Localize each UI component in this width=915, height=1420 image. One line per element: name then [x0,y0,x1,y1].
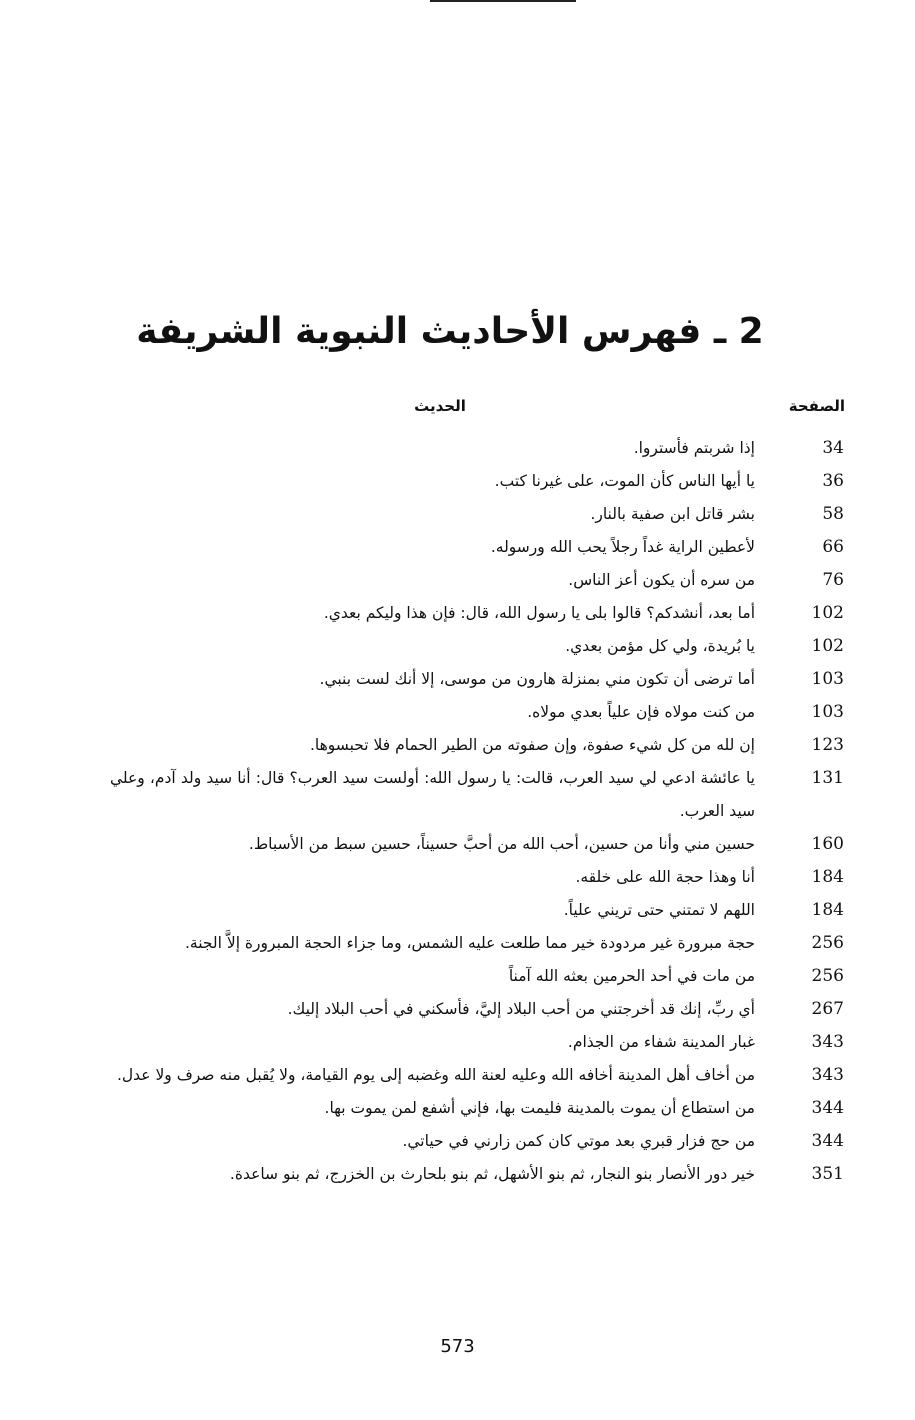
entry-hadith-text: خير دور الأنصار بنو النجار، ثم بنو الأشهل، ثم بنو بلحارث بن الخزرج، ثم بنو ساعدة. [229,1165,755,1183]
hadith-index-list [110,432,850,1191]
index-entry [110,630,850,663]
index-entry [110,696,850,729]
entry-hadith-text: من سره أن يكون أعز الناس. [568,571,755,589]
entry-page-number: 66 [822,537,844,557]
entry-page-number: 34 [822,438,844,458]
index-entry [110,432,850,465]
entry-page-number: 58 [822,504,844,524]
index-entry [110,1092,850,1125]
index-entry [110,531,850,564]
entry-page-number: 184 [811,867,844,887]
entry-page-number: 102 [811,603,844,623]
entry-page-number: 343 [811,1032,844,1052]
entry-hadith-text: يا أيها الناس كأن الموت، على غيرنا كتب. [494,472,755,490]
index-entry [110,564,850,597]
entry-hadith-text: من أخاف أهل المدينة أخافه الله وعليه لعنة الله وغضبه إلى يوم القيامة، ولا يُقبل منه صرف ولا عدل. [116,1066,755,1084]
entry-hadith-text: أنا وهذا حجة الله على خلقه. [575,868,755,886]
entry-page-number: 343 [811,1065,844,1085]
entry-hadith-text: أي ربِّ، إنك قد أخرجتني من أحب البلاد إليَّ، فأسكني في أحب البلاد إليك. [287,1000,755,1018]
hadith-column-header: الحديث [414,397,466,415]
entry-page-number: 267 [811,999,844,1019]
entry-page-number: 344 [811,1098,844,1118]
index-entry [110,663,850,696]
entry-page-number: 184 [811,900,844,920]
entry-page-number: 102 [811,636,844,656]
entry-hadith-text: حسين مني وأنا من حسين، أحب الله من أحبَّ حسيناً، حسين سبط من الأسباط. [248,835,755,853]
entry-hadith-text: من مات في أحد الحرمين بعثه الله آمناً [508,967,755,985]
entry-hadith-text: يا عائشة ادعي لي سيد العرب، قالت: يا رسول الله: أولست سيد العرب؟ قال: أنا سيد ولد آدم، وعلي سيد العرب. [110,769,755,820]
index-entry [110,894,850,927]
entry-hadith-text: إن لله من كل شيء صفوة، وإن صفوته من الطير الحمام فلا تحبسوها. [309,736,755,754]
index-entry [110,1125,850,1158]
entry-hadith-text: بشر قاتل ابن صفية بالنار. [590,505,755,523]
page-title: 2 ـ فهرس الأحاديث النبوية الشريفة [136,311,764,352]
entry-hadith-text: أما بعد، أنشدكم؟ قالوا بلى يا رسول الله، قال: فإن هذا وليكم بعدي. [323,604,755,622]
entry-hadith-text: إذا شربتم فأستروا. [633,439,755,457]
entry-hadith-text: أما ترضى أن تكون مني بمنزلة هارون من موسى، إلا أنك لست بنبي. [319,670,755,688]
entry-hadith-text: اللهم لا تمتني حتى تريني علياً. [563,901,755,919]
entry-hadith-text: غبار المدينة شفاء من الجذام. [567,1033,755,1051]
entry-page-number: 76 [822,570,844,590]
entry-hadith-text: من استطاع أن يموت بالمدينة فليمت بها، فإني أشفع لمن يموت بها. [324,1099,755,1117]
entry-hadith-text: من كنت مولاه فإن علياً بعدي مولاه. [527,703,755,721]
index-entry [110,1026,850,1059]
index-entry [110,1158,850,1191]
index-entry [110,465,850,498]
top-rule [430,0,576,2]
entry-page-number: 123 [811,735,844,755]
page-number: 573 [440,1336,475,1357]
entry-page-number: 131 [811,768,844,788]
entry-page-number: 103 [811,702,844,722]
entry-hadith-text: لأعطين الراية غداً رجلاً يحب الله ورسوله. [490,538,755,556]
entry-hadith-text: يا بُريدة، ولي كل مؤمن بعدي. [565,637,755,655]
entry-hadith-text: حجة مبرورة غير مردودة خير مما طلعت عليه الشمس، وما جزاء الحجة المبرورة إلاَّ الجنة. [184,934,755,952]
entry-page-number: 256 [811,966,844,986]
index-entry [110,960,850,993]
page-column-header: الصفحة [788,397,845,415]
entry-page-number: 256 [811,933,844,953]
index-entry [110,1059,850,1092]
entry-page-number: 36 [822,471,844,491]
entry-page-number: 351 [811,1164,844,1184]
entry-page-number: 103 [811,669,844,689]
entry-page-number: 160 [811,834,844,854]
entry-hadith-text: من حج فزار قبري بعد موتي كان كمن زارني في حياتي. [402,1132,755,1150]
index-entry [110,597,850,630]
index-entry [110,861,850,894]
index-entry [110,729,850,762]
index-entry [110,993,850,1026]
entry-page-number: 344 [811,1131,844,1151]
index-entry [110,828,850,861]
index-entry [110,498,850,531]
index-entry [110,762,850,828]
index-entry [110,927,850,960]
